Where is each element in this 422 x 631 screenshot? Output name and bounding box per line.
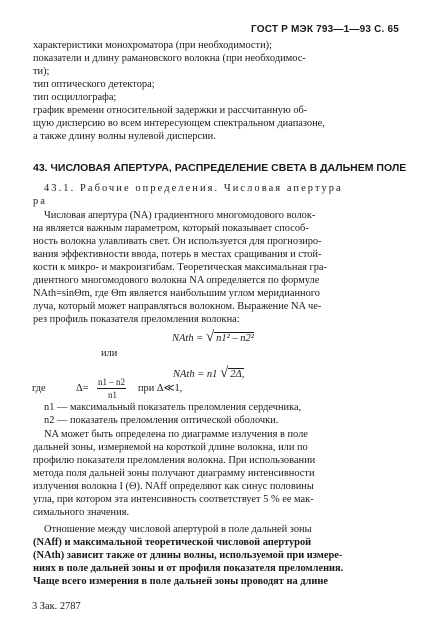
text-line: NAth=sinΘm, где Θm является наибольшим углом меридианного: [33, 288, 320, 299]
text-line: ниях в поле дальней зоны и от профиля показателя преломления.: [33, 563, 344, 574]
text-line: луча, который может направляться волокном. Выражение NA че-: [33, 301, 322, 312]
text-line: тип оптического детектора;: [33, 79, 155, 90]
text-line: (NAff) и максимальной теоретической числовой апертурой: [33, 537, 312, 548]
fraction-denominator: n1: [108, 390, 117, 400]
formula-na-th-2: NAth = n1 √ 2Δ,: [173, 365, 245, 381]
where-prefix: где: [32, 383, 46, 394]
delta-symbol: Δ=: [76, 383, 89, 394]
text-line: метода поля дальней зоны получают диаграмму интенсивности: [33, 468, 315, 479]
text-line: ность волокна улавливать свет. Он используется для прогнозиро-: [33, 236, 322, 247]
text-line: кости к микро- и макроизгибам. Теоретическая максимальная гра-: [33, 262, 327, 273]
formula-radicand: 2Δ,: [230, 369, 245, 380]
text-line: рез профиль показателя преломления волокна:: [33, 314, 240, 325]
text-line: график времени относительной задержки и рассчитанную об-: [33, 105, 308, 116]
text-line: NA может быть определена по диаграмме излучения в поле: [44, 429, 308, 440]
text-line: дальней зоны, измеряемой на короткой длине волокна, или по: [33, 442, 308, 453]
definition-heading-cont: ра: [33, 196, 48, 207]
definition-n1: n1 — максимальный показатель преломления сердечника,: [44, 402, 302, 413]
text-line: (NAth) зависит также от длины волны, используемой при измере-: [33, 550, 343, 561]
text-line: тип осциллографа;: [33, 92, 117, 103]
text-line: профилю показателя преломления волокна. При использовании: [33, 455, 316, 466]
text-line: щую дисперсию во всем интересующем спектральном диапазоне,: [33, 118, 325, 129]
fraction-numerator: n1 – n2: [98, 377, 125, 387]
text-line: Числовая апертура (NA) градиентного многомодового волок-: [44, 210, 316, 221]
definition-heading: 43.1. Рабочие определения. Числовая апертура: [44, 183, 343, 194]
definition-n2: n2 — показатель преломления оптической оболочки.: [44, 415, 279, 426]
text-line: показатели и длину рамановского волокна (при необходимос-: [33, 53, 306, 64]
page-footer: 3 Зак. 2787: [32, 601, 81, 612]
text-line: а также длину волны нулевой дисперсии.: [33, 131, 216, 142]
or-text: или: [101, 348, 118, 359]
formula-lhs: NAth = n1: [173, 369, 218, 380]
text-line: характеристики монохроматора (при необходимости);: [33, 40, 272, 51]
text-line: вания эффективности ввода, потерь в местах сращивания и стой-: [33, 249, 322, 260]
where-condition: при Δ≪1,: [138, 383, 183, 394]
text-line: Чаще всего измерения в поле дальней зоны проводят на длине: [33, 576, 328, 587]
section-heading: 43. ЧИСЛОВАЯ АПЕРТУРА, РАСПРЕДЕЛЕНИЕ СВЕТА В ДАЛЬНЕМ ПОЛЕ: [33, 162, 407, 174]
formula-radicand: n1² – n2²: [216, 333, 254, 344]
text-line: излучения волокна I (Θ). NAff определяют как синус половины: [33, 481, 314, 492]
formula-na-th-1: NAth = √ n1² – n2²: [172, 329, 254, 345]
text-line: угла, при котором эта интенсивность соответствует 5 % ее мак-: [33, 494, 314, 505]
text-line: ти);: [33, 66, 50, 77]
text-line: на является важным параметром, который показывает способ-: [33, 223, 309, 234]
text-line: Отношение между числовой апертурой в поле дальней зоны: [44, 524, 312, 535]
text-line: симального значения.: [33, 507, 130, 518]
page-header: ГОСТ Р МЭК 793—1—93 С. 65: [251, 24, 399, 35]
formula-lhs: NAth =: [172, 333, 204, 344]
text-line: диентного многомодового волокна NA определяется по формуле: [33, 275, 320, 286]
